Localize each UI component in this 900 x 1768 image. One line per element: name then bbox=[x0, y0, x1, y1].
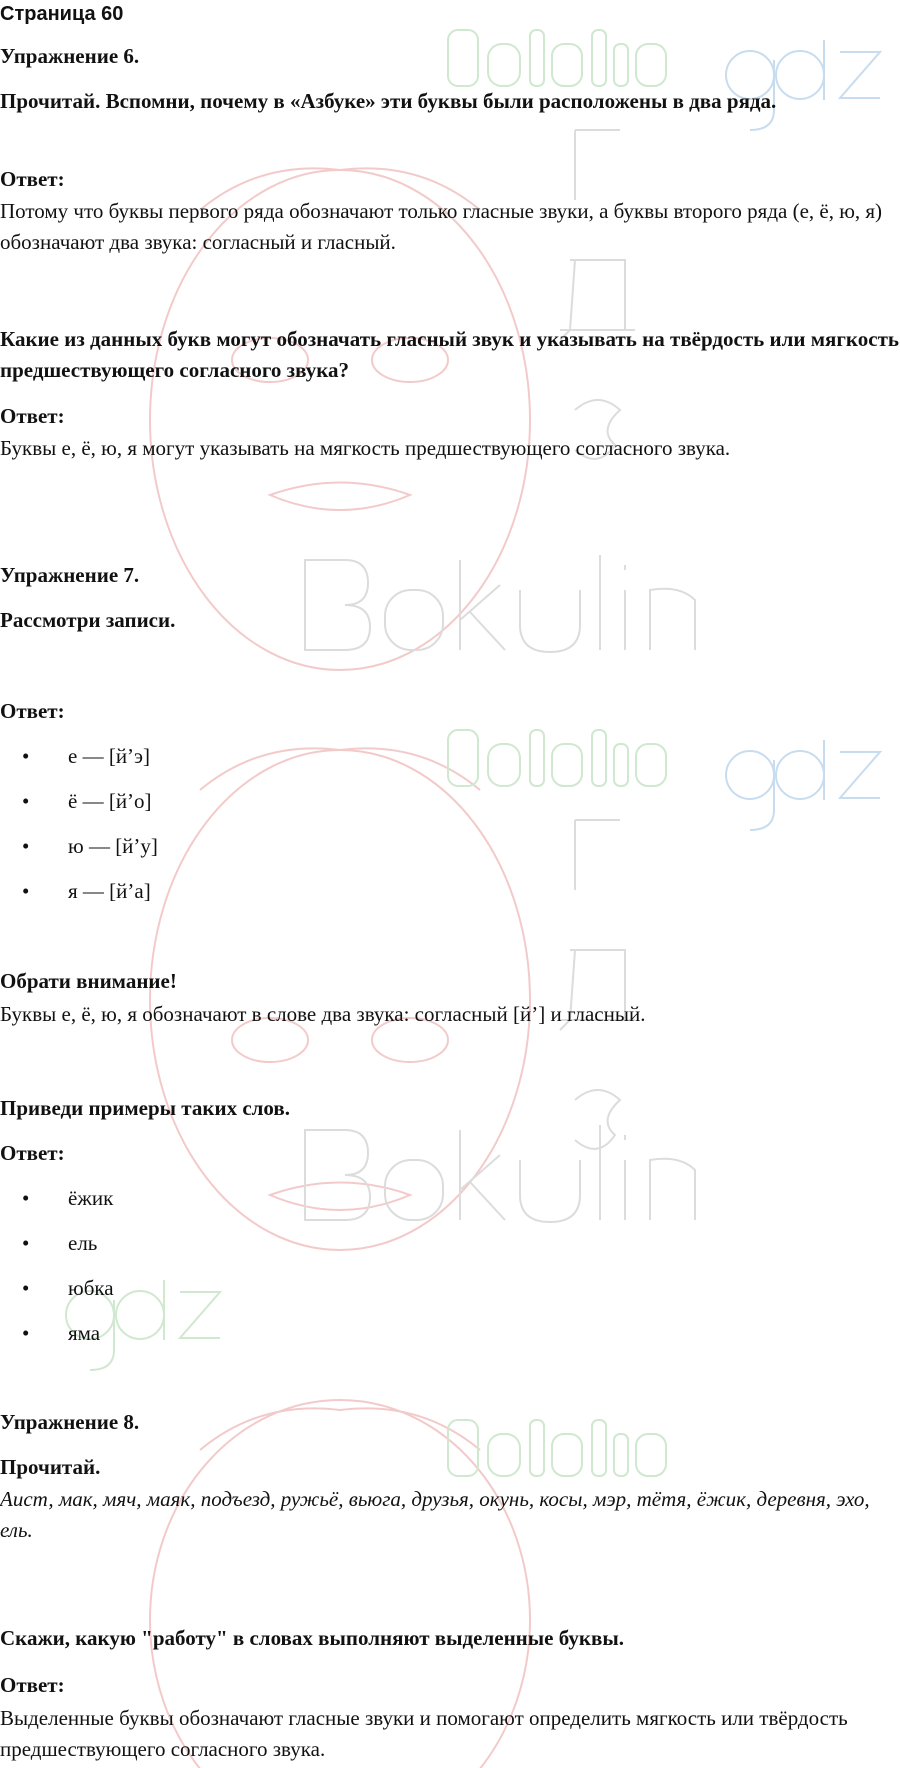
bullet-icon: • bbox=[22, 1321, 30, 1345]
exercise-6-task: Прочитай. Вспомни, почему в «Азбуке» эти буквы были расположены в два ряда. bbox=[0, 89, 777, 113]
watermark-gdz-2 bbox=[726, 740, 880, 830]
exercise-6-answer: Потому что буквы первого ряда обозначают только гласные звуки, а буквы второго ряда (е, ё, ю, я) обозначают два звука: согласный и гласный. bbox=[0, 199, 883, 254]
list-item-text: ель bbox=[68, 1231, 98, 1255]
page-title: Страница 60 bbox=[0, 3, 124, 25]
exercise-6-heading: Упражнение 6. bbox=[0, 44, 140, 68]
bullet-icon: • bbox=[22, 789, 30, 813]
bullet-icon: • bbox=[22, 834, 30, 858]
exercise-8-text: Аист, мак, мяч, маяк, подъезд, ружьё, вьюга, друзья, окунь, косы, мэр, тётя, ёжик, деревня, эхо, ель. bbox=[0, 1487, 870, 1542]
exercise-6-answer-2-label: Ответ: bbox=[0, 404, 65, 428]
list-item-text: я — [й’а] bbox=[68, 879, 151, 903]
bullet-icon: • bbox=[22, 1276, 30, 1300]
exercise-6-answer-label: Ответ: bbox=[0, 167, 65, 191]
note-text: Буквы е, ё, ю, я обозначают в слове два звука: согласный [й’] и гласный. bbox=[0, 1002, 646, 1026]
watermark-bakulin-2 bbox=[448, 730, 666, 786]
bullet-icon: • bbox=[22, 744, 30, 768]
exercise-8-question-2: Скажи, какую "работу" в словах выполняют выделенные буквы. bbox=[0, 1626, 625, 1650]
exercise-8-answer-label: Ответ: bbox=[0, 1673, 65, 1697]
exercise-6-answer-2: Буквы е, ё, ю, я могут указывать на мягкость предшествующего согласного звука. bbox=[0, 436, 731, 460]
bullet-icon: • bbox=[22, 879, 30, 903]
exercise-7-heading: Упражнение 7. bbox=[0, 563, 140, 587]
list-item-text: ёжик bbox=[68, 1186, 114, 1210]
exercise-7-answer-2-label: Ответ: bbox=[0, 1141, 65, 1165]
list-item-text: ё — [й’о] bbox=[68, 789, 152, 813]
list-item-text: е — [й’э] bbox=[68, 744, 151, 768]
exercise-8-heading: Упражнение 8. bbox=[0, 1410, 140, 1434]
note-heading: Обрати внимание! bbox=[0, 969, 177, 993]
exercise-7-question-2: Приведи примеры таких слов. bbox=[0, 1096, 290, 1120]
bullet-icon: • bbox=[22, 1186, 30, 1210]
exercise-7-answer-label: Ответ: bbox=[0, 699, 65, 723]
exercise-8-answer: Выделенные буквы обозначают гласные звуки и помогают определить мягкость или твёрдость предшествующего согласного звука. bbox=[0, 1706, 848, 1761]
list-item-text: юбка bbox=[68, 1276, 114, 1300]
exercise-7-task: Рассмотри записи. bbox=[0, 608, 176, 632]
exercise-8-task: Прочитай. bbox=[0, 1455, 101, 1479]
exercise-6-question-2: Какие из данных букв могут обозначать гласный звук и указывать на твёрдость или мягкость предшествующего согласного звука? bbox=[0, 327, 899, 382]
list-item-text: яма bbox=[68, 1321, 101, 1345]
list-item-text: ю — [й’у] bbox=[68, 834, 158, 858]
bullet-icon: • bbox=[22, 1231, 30, 1255]
